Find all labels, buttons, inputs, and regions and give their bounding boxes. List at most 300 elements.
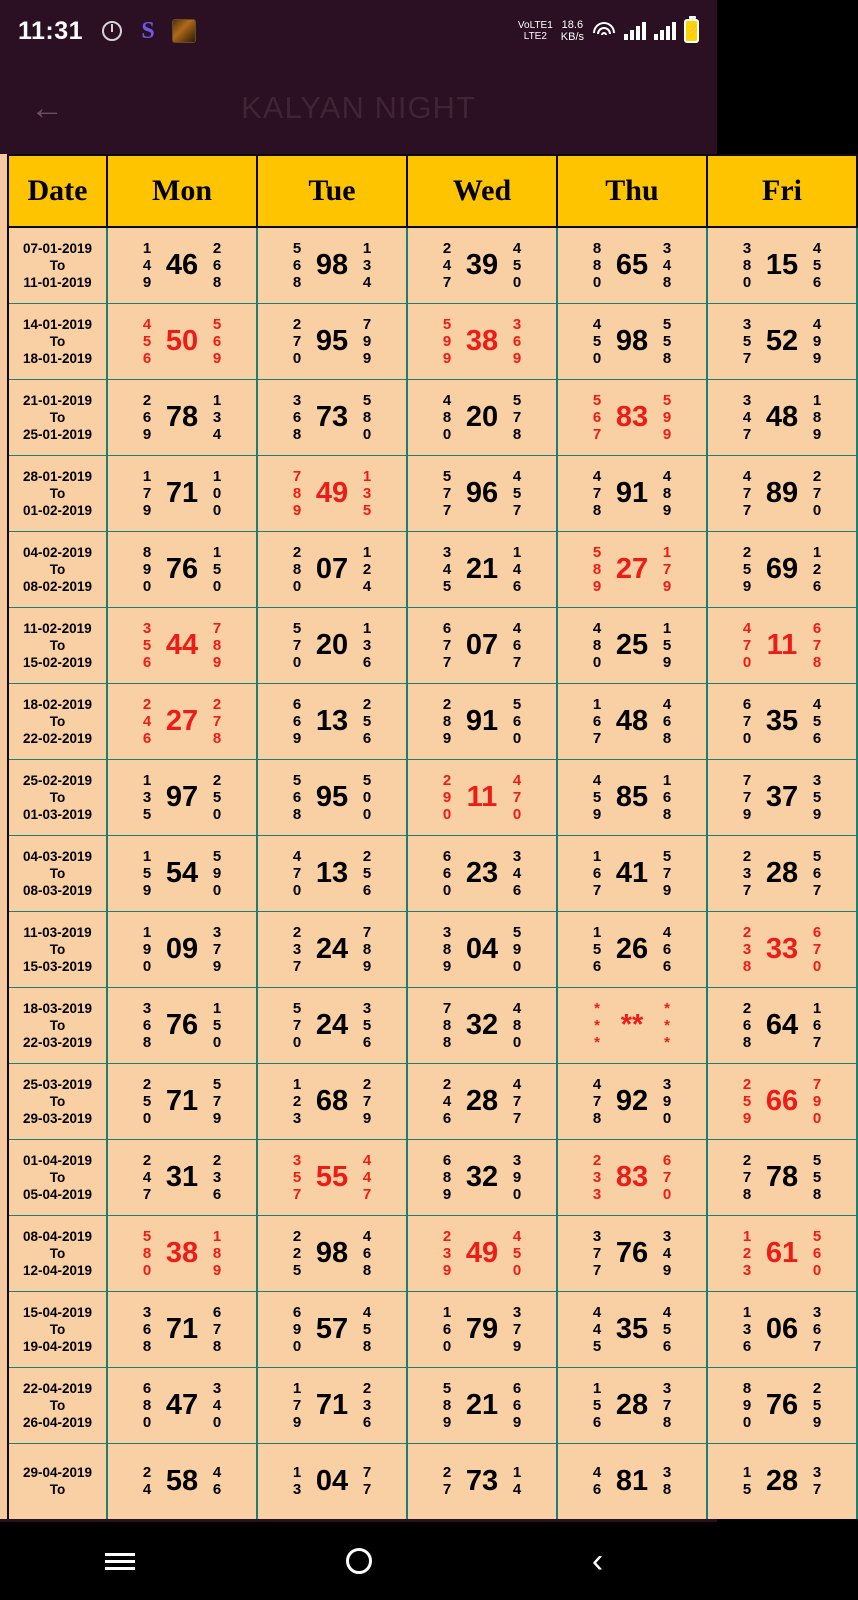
jodi-number: 98	[315, 248, 349, 281]
jodi-number: 71	[165, 476, 199, 509]
left-panna: 6 7 7	[442, 619, 452, 671]
right-panna: 3 8	[662, 1464, 672, 1499]
result-cell	[107, 1139, 257, 1215]
table-row	[8, 227, 857, 303]
jodi-number: 04	[465, 932, 499, 965]
jodi-number: 97	[165, 780, 199, 813]
result-cell	[557, 1063, 707, 1139]
left-panna: 5 7 0	[292, 619, 302, 671]
left-panna: 2 4	[142, 1464, 152, 1499]
date-line: To	[49, 713, 66, 729]
result-cell	[107, 1215, 257, 1291]
result-cell	[707, 1291, 857, 1367]
date-line: 18-01-2019	[22, 350, 93, 366]
jodi-number: 81	[615, 1464, 649, 1497]
date-line: 18-02-2019	[22, 696, 93, 712]
result-cell	[257, 455, 407, 531]
right-panna: 4 5 0	[512, 239, 522, 291]
result-cell	[707, 1367, 857, 1443]
jodi-number: 95	[315, 780, 349, 813]
left-panna: 5 6 8	[292, 771, 302, 823]
result-cell	[407, 1291, 557, 1367]
right-panna: 4 5 6	[812, 695, 822, 747]
jodi-number: 28	[615, 1388, 649, 1421]
jodi-number: 78	[165, 400, 199, 433]
column-header-date: Date	[8, 155, 107, 227]
jodi-number: **	[620, 1008, 644, 1041]
home-icon[interactable]	[314, 1536, 404, 1586]
left-panna: 3 4 7	[742, 391, 752, 443]
jodi-number: 76	[165, 1008, 199, 1041]
status-clock: 11:31	[18, 16, 84, 45]
column-header-tue: Tue	[257, 155, 407, 227]
date-line: To	[49, 409, 66, 425]
right-panna: 4 8 9	[662, 467, 672, 519]
left-panna: 6 7 0	[742, 695, 752, 747]
right-panna: 4 9 9	[812, 315, 822, 367]
date-line: To	[49, 1017, 66, 1033]
right-panna: 1 4 6	[512, 543, 522, 595]
result-cell	[107, 1367, 257, 1443]
left-panna: 1 5 6	[592, 923, 602, 975]
result-cell	[407, 987, 557, 1063]
data-rate-value: 18.6	[561, 19, 584, 31]
date-line: To	[49, 1169, 66, 1185]
result-cell	[257, 607, 407, 683]
right-panna: 3 4 6	[512, 847, 522, 899]
date-line: To	[49, 1093, 66, 1109]
result-cell	[407, 1443, 557, 1519]
left-panna: 2 5 9	[742, 1075, 752, 1127]
result-cell	[257, 531, 407, 607]
jodi-number: 32	[465, 1160, 499, 1193]
left-panna: * * *	[594, 999, 600, 1051]
result-cell	[407, 1063, 557, 1139]
table-row	[8, 1367, 857, 1443]
left-panna: 7 8 8	[442, 999, 452, 1051]
jodi-number: 24	[315, 1008, 349, 1041]
jodi-number: 46	[165, 248, 199, 281]
result-cell	[707, 227, 857, 303]
jodi-number: 25	[615, 628, 649, 661]
date-line: 14-01-2019	[22, 316, 93, 332]
result-cell	[407, 683, 557, 759]
result-cell	[407, 455, 557, 531]
jodi-number: 64	[765, 1008, 799, 1041]
left-panna: 4 7 7	[742, 467, 752, 519]
jodi-number: 55	[315, 1160, 349, 1193]
right-panna: 1 0 0	[212, 467, 222, 519]
right-panna: 6 7 8	[812, 619, 822, 671]
left-panna: 2 4 7	[142, 1151, 152, 1203]
result-cell	[557, 835, 707, 911]
result-cell	[257, 379, 407, 455]
right-panna: 7 7	[362, 1464, 372, 1499]
result-cell	[257, 1367, 407, 1443]
left-panna: 2 5 0	[142, 1075, 152, 1127]
left-panna: 3 6 8	[292, 391, 302, 443]
result-cell	[107, 911, 257, 987]
left-panna: 1 3	[292, 1464, 302, 1499]
result-cell	[257, 987, 407, 1063]
right-panna: 7 9 0	[812, 1075, 822, 1127]
signal-bars-sim1-icon	[624, 22, 646, 40]
right-panna: 5 8 0	[362, 391, 372, 443]
row-date-range	[8, 759, 107, 835]
right-panna: 1 3 4	[212, 391, 222, 443]
table-header-row	[8, 155, 857, 227]
right-panna: 4 5 6	[662, 1303, 672, 1355]
right-panna: 2 5 0	[212, 771, 222, 823]
row-date-range	[8, 531, 107, 607]
table-row	[8, 1443, 857, 1519]
jodi-number: 44	[165, 628, 199, 661]
row-date-range	[8, 1443, 107, 1519]
date-line: 26-04-2019	[22, 1414, 93, 1430]
jodi-number: 49	[315, 476, 349, 509]
left-panna: 6 8 9	[442, 1151, 452, 1203]
jodi-number: 15	[765, 248, 799, 281]
left-panna: 2 4 7	[442, 239, 452, 291]
left-panna: 1 4 9	[142, 239, 152, 291]
jodi-number: 69	[765, 552, 799, 585]
jodi-number: 50	[165, 324, 199, 357]
jodi-number: 78	[765, 1160, 799, 1193]
result-cell	[557, 1443, 707, 1519]
jodi-number: 71	[315, 1388, 349, 1421]
jodi-number: 33	[765, 932, 799, 965]
left-panna: 2 7 8	[742, 1151, 752, 1203]
result-cell	[707, 379, 857, 455]
right-panna: 5 5 8	[812, 1151, 822, 1203]
left-panna: 6 8 0	[142, 1379, 152, 1431]
left-panna: 1 5 6	[592, 1379, 602, 1431]
jodi-number: 04	[315, 1464, 349, 1497]
right-panna: 4 5 0	[512, 1227, 522, 1279]
jodi-number: 79	[465, 1312, 499, 1345]
left-panna: 1 6 7	[592, 847, 602, 899]
right-panna: 6 7 8	[212, 1303, 222, 1355]
right-panna: 1 3 6	[362, 619, 372, 671]
results-table	[7, 154, 858, 1519]
right-panna: 4 7 0	[512, 771, 522, 823]
left-panna: 2 4 6	[442, 1075, 452, 1127]
right-panna: 3 5 6	[362, 999, 372, 1051]
left-panna: 2 8 0	[292, 543, 302, 595]
result-cell	[557, 303, 707, 379]
date-line: To	[49, 1321, 66, 1337]
right-panna: 1 8 9	[212, 1227, 222, 1279]
left-panna: 2 4 6	[142, 695, 152, 747]
left-panna: 5 9 9	[442, 315, 452, 367]
row-date-range	[8, 303, 107, 379]
jodi-number: 61	[765, 1236, 799, 1269]
left-panna: 6 6 9	[292, 695, 302, 747]
jodi-number: 38	[165, 1236, 199, 1269]
date-line: To	[49, 485, 66, 501]
left-panna: 2 3 8	[742, 923, 752, 975]
result-cell	[557, 1367, 707, 1443]
left-panna: 2 9 0	[442, 771, 452, 823]
jodi-number: 76	[615, 1236, 649, 1269]
jodi-number: 21	[465, 552, 499, 585]
row-date-range	[8, 1139, 107, 1215]
right-panna: 3 6 9	[512, 315, 522, 367]
right-panna: 3 9 0	[662, 1075, 672, 1127]
jodi-number: 31	[165, 1160, 199, 1193]
left-panna: 1 9 0	[142, 923, 152, 975]
left-panna: 4 7 8	[592, 467, 602, 519]
date-line: 08-04-2019	[22, 1228, 93, 1244]
column-header-wed: Wed	[407, 155, 557, 227]
result-cell	[707, 987, 857, 1063]
left-panna: 2 3 7	[292, 923, 302, 975]
right-panna: 3 7 9	[512, 1303, 522, 1355]
right-panna: 3 7	[812, 1464, 822, 1499]
result-cell	[257, 835, 407, 911]
menu-icon[interactable]	[75, 1536, 165, 1586]
left-panna: 6 6 0	[442, 847, 452, 899]
result-cell	[407, 835, 557, 911]
right-panna: 1 6 7	[812, 999, 822, 1051]
table-row	[8, 607, 857, 683]
jodi-number: 20	[465, 400, 499, 433]
left-panna: 5 8 9	[592, 543, 602, 595]
left-panna: 1 2 3	[742, 1227, 752, 1279]
jodi-number: 91	[615, 476, 649, 509]
jodi-number: 32	[465, 1008, 499, 1041]
jodi-number: 57	[315, 1312, 349, 1345]
date-line: 01-04-2019	[22, 1152, 93, 1168]
result-cell	[557, 455, 707, 531]
result-cell	[107, 683, 257, 759]
result-cell	[707, 835, 857, 911]
right-panna: 4 5 8	[362, 1303, 372, 1355]
jodi-number: 06	[765, 1312, 799, 1345]
right-panna: 4 6 7	[512, 619, 522, 671]
result-cell	[107, 1291, 257, 1367]
jodi-number: 89	[765, 476, 799, 509]
jodi-number: 23	[465, 856, 499, 889]
jodi-number: 58	[165, 1464, 199, 1497]
date-line: 04-03-2019	[22, 848, 93, 864]
back-icon[interactable]: ‹	[591, 1542, 604, 1580]
column-header-mon: Mon	[107, 155, 257, 227]
right-panna: 5 6 0	[512, 695, 522, 747]
right-panna: 4 6	[212, 1464, 222, 1499]
network-label-top: VoLTE1	[517, 20, 553, 31]
jodi-number: 07	[465, 628, 499, 661]
jodi-number: 48	[765, 400, 799, 433]
jodi-number: 35	[615, 1312, 649, 1345]
jodi-number: 73	[465, 1464, 499, 1497]
result-cell	[707, 303, 857, 379]
table-row	[8, 987, 857, 1063]
battery-charging-icon	[684, 19, 699, 43]
left-panna: 3 4 5	[442, 543, 452, 595]
left-panna: 5 7 0	[292, 999, 302, 1051]
result-cell	[557, 607, 707, 683]
result-cell	[557, 911, 707, 987]
table-row	[8, 1291, 857, 1367]
photo-app-icon	[171, 18, 197, 44]
network-label-bottom: LTE2	[523, 31, 547, 42]
jodi-number: 98	[615, 324, 649, 357]
date-line: To	[49, 789, 66, 805]
right-panna: 5 6 0	[812, 1227, 822, 1279]
jodi-number: 20	[315, 628, 349, 661]
date-line: 22-04-2019	[22, 1380, 93, 1396]
right-panna: 6 6 9	[512, 1379, 522, 1431]
table-row	[8, 1139, 857, 1215]
table-row	[8, 1215, 857, 1291]
jodi-number: 37	[765, 780, 799, 813]
result-cell	[107, 759, 257, 835]
left-panna: 3 8 0	[742, 239, 752, 291]
result-cell	[107, 227, 257, 303]
jodi-number: 11	[766, 628, 798, 661]
left-panna: 4 5 6	[142, 315, 152, 367]
status-left-icons	[99, 18, 197, 44]
jodi-number: 83	[615, 400, 649, 433]
table-row	[8, 379, 857, 455]
back-button[interactable]: ←	[30, 89, 64, 127]
jodi-number: 26	[615, 932, 649, 965]
result-cell	[557, 1291, 707, 1367]
result-cell	[257, 303, 407, 379]
row-date-range	[8, 987, 107, 1063]
right-panna: 6 7 0	[662, 1151, 672, 1203]
jodi-number: 54	[165, 856, 199, 889]
right-panna: 1 3 4	[362, 239, 372, 291]
date-line: 29-04-2019	[22, 1465, 93, 1481]
left-panna: 3 6 8	[142, 1303, 152, 1355]
jodi-number: 98	[315, 1236, 349, 1269]
jodi-number: 73	[315, 400, 349, 433]
date-line: 12-04-2019	[22, 1262, 93, 1278]
left-panna: 2 3 9	[442, 1227, 452, 1279]
row-date-range	[8, 1063, 107, 1139]
right-panna: 5 7 9	[212, 1075, 222, 1127]
left-panna: 1 3 6	[742, 1303, 752, 1355]
result-cell	[557, 379, 707, 455]
jodi-number: 35	[765, 704, 799, 737]
left-panna: 5 6 8	[292, 239, 302, 291]
result-cell	[707, 1139, 857, 1215]
date-line: To	[49, 865, 66, 881]
result-cell	[407, 1139, 557, 1215]
row-date-range	[8, 835, 107, 911]
table-row	[8, 303, 857, 379]
date-line: 25-03-2019	[22, 1076, 93, 1092]
left-panna: 5 8 9	[442, 1379, 452, 1431]
date-line: To	[49, 1397, 66, 1413]
right-panna: 3 9 0	[512, 1151, 522, 1203]
right-panna: 4 6 8	[662, 695, 672, 747]
right-panna: 3 7 8	[662, 1379, 672, 1431]
network-label	[518, 20, 553, 42]
table-row	[8, 1063, 857, 1139]
result-cell	[407, 227, 557, 303]
left-panna: 1 6 7	[592, 695, 602, 747]
signal-bars-sim2-icon	[654, 22, 676, 40]
result-cell	[557, 759, 707, 835]
left-panna: 2 7	[442, 1464, 452, 1499]
right-panna: 7 9 9	[362, 315, 372, 367]
row-date-range	[8, 1291, 107, 1367]
date-line: To	[49, 1245, 66, 1261]
left-panna: 1 2 3	[292, 1075, 302, 1127]
result-cell	[257, 1215, 407, 1291]
right-panna: 3 4 0	[212, 1379, 222, 1431]
result-cell	[707, 1443, 857, 1519]
result-cell	[107, 987, 257, 1063]
left-panna: 3 8 9	[442, 923, 452, 975]
jodi-number: 27	[615, 552, 649, 585]
date-line: To	[49, 637, 66, 653]
right-panna: 5 5 8	[662, 315, 672, 367]
left-panna: 3 5 7	[292, 1151, 302, 1203]
right-panna: 1 5 0	[212, 999, 222, 1051]
result-cell	[407, 531, 557, 607]
jodi-number: 66	[765, 1084, 799, 1117]
date-line: 25-02-2019	[22, 772, 93, 788]
result-cell	[707, 1063, 857, 1139]
jodi-number: 13	[315, 856, 349, 889]
jodi-number: 48	[615, 704, 649, 737]
row-date-range	[8, 1367, 107, 1443]
left-panna: 6 9 0	[292, 1303, 302, 1355]
row-date-range	[8, 683, 107, 759]
result-cell	[557, 227, 707, 303]
left-panna: 4 8 0	[592, 619, 602, 671]
left-panna: 7 8 9	[292, 467, 302, 519]
date-line: 01-03-2019	[22, 806, 93, 822]
left-panna: 3 7 7	[592, 1227, 602, 1279]
jodi-number: 76	[765, 1388, 799, 1421]
date-line: 01-02-2019	[22, 502, 93, 518]
result-cell	[557, 1139, 707, 1215]
right-panna: 5 7 8	[512, 391, 522, 443]
jodi-number: 68	[315, 1084, 349, 1117]
jodi-number: 07	[315, 552, 349, 585]
left-panna: 1 5 9	[142, 847, 152, 899]
result-cell	[707, 455, 857, 531]
left-panna: 7 7 9	[742, 771, 752, 823]
results-table-container	[0, 154, 822, 1519]
right-panna: 2 5 6	[362, 695, 372, 747]
date-line: 15-02-2019	[22, 654, 93, 670]
right-panna: 1 5 9	[662, 619, 672, 671]
result-cell	[107, 455, 257, 531]
right-panna: 3 4 9	[662, 1227, 672, 1279]
right-panna: 4 4 7	[362, 1151, 372, 1203]
result-cell	[557, 683, 707, 759]
result-cell	[257, 759, 407, 835]
right-panna: 2 7 8	[212, 695, 222, 747]
clock-icon	[99, 18, 125, 44]
table-row	[8, 531, 857, 607]
right-panna: 1 6 8	[662, 771, 672, 823]
right-panna: 3 5 9	[812, 771, 822, 823]
right-panna: 5 9 9	[662, 391, 672, 443]
left-panna: 2 3 7	[742, 847, 752, 899]
right-panna: 5 6 7	[812, 847, 822, 899]
result-cell	[407, 303, 557, 379]
result-cell	[107, 1063, 257, 1139]
right-panna: 3 4 8	[662, 239, 672, 291]
jodi-number: 49	[465, 1236, 499, 1269]
